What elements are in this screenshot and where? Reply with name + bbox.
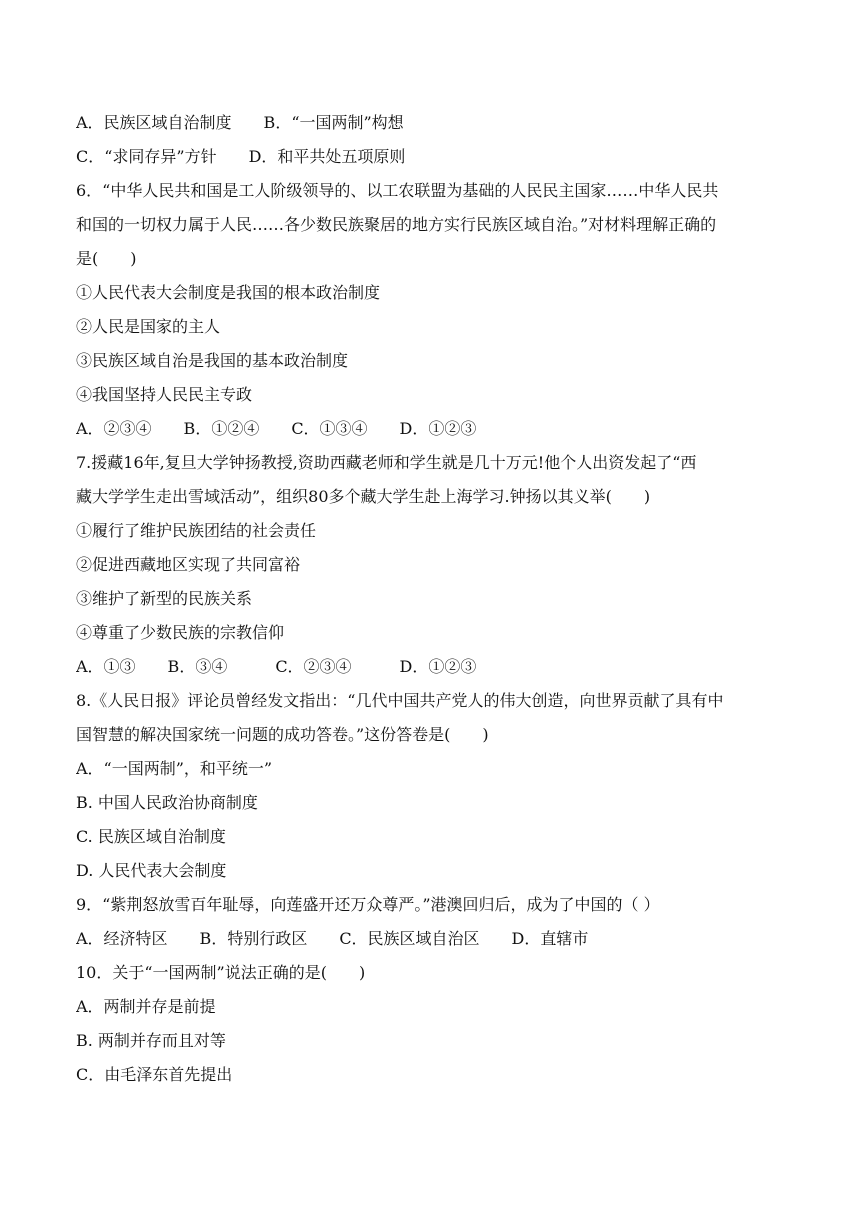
q5-options-cd: C．“求同存异”方针 D．和平共处五项原则 <box>76 147 406 166</box>
q6-statement-3: ③民族区域自治是我国的基本政治制度 <box>76 351 349 370</box>
q7-options: A．①③ B．③④ C．②③④ D．①②③ <box>76 657 477 676</box>
q6-statement-2: ②人民是国家的主人 <box>76 317 221 336</box>
q5-options-ab: A．民族区域自治制度 B．“一国两制”构想 <box>76 113 404 132</box>
q7-statement-1: ①履行了维护民族团结的社会责任 <box>76 521 317 540</box>
q6-stem-line-3: 是( ) <box>76 249 137 268</box>
exam-page <box>76 106 788 1092</box>
q8-option-c: C. 民族区域自治制度 <box>76 827 226 846</box>
q10-option-c: C．由毛泽东首先提出 <box>76 1065 233 1084</box>
q9-stem: 9．“紫荆怒放雪百年耻辱，向莲盛开还万众尊严。”港澳回归后，成为了中国的（ ） <box>76 895 660 914</box>
q7-stem-line-2: 藏大学学生走出雪域活动”，组织80多个藏大学生赴上海学习.钟扬以其义举( ) <box>76 487 651 506</box>
q10-option-b: B. 两制并存而且对等 <box>76 1031 226 1050</box>
q8-stem-line-1: 8.《人民日报》评论员曾经发文指出：“几代中国共产党人的伟大创造，向世界贡献了具有中 <box>76 691 724 710</box>
q8-option-b: B. 中国人民政治协商制度 <box>76 793 258 812</box>
q10-option-a: A．两制并存是前提 <box>76 997 216 1016</box>
q6-stem-line-2: 和国的一切权力属于人民……各少数民族聚居的地方实行民族区域自治。”对材料理解正确的 <box>76 215 717 234</box>
q7-stem-line-1: 7.援藏16年,复旦大学钟扬教授,资助西藏老师和学生就是几十万元!他个人出资发起了“西 <box>76 453 697 472</box>
q7-statement-2: ②促进西藏地区实现了共同富裕 <box>76 555 301 574</box>
q6-statement-4: ④我国坚持人民民主专政 <box>76 385 253 404</box>
q8-option-d: D. 人民代表大会制度 <box>76 861 227 880</box>
q6-stem-line-1: 6．“中华人民共和国是工人阶级领导的、以工农联盟为基础的人民民主国家……中华人民共 <box>76 181 719 200</box>
q7-statement-3: ③维护了新型的民族关系 <box>76 589 253 608</box>
q6-statement-1: ①人民代表大会制度是我国的根本政治制度 <box>76 283 381 302</box>
q9-options: A．经济特区 B．特别行政区 C．民族区域自治区 D．直辖市 <box>76 929 589 948</box>
q7-statement-4: ④尊重了少数民族的宗教信仰 <box>76 623 285 642</box>
q10-stem: 10．关于“一国两制”说法正确的是( ) <box>76 963 366 982</box>
q6-options: A．②③④ B．①②④ C．①③④ D．①②③ <box>76 419 477 438</box>
q8-option-a: A．“一国两制”，和平统一” <box>76 759 273 778</box>
q8-stem-line-2: 国智慧的解决国家统一问题的成功答卷。”这份答卷是( ) <box>76 725 489 744</box>
